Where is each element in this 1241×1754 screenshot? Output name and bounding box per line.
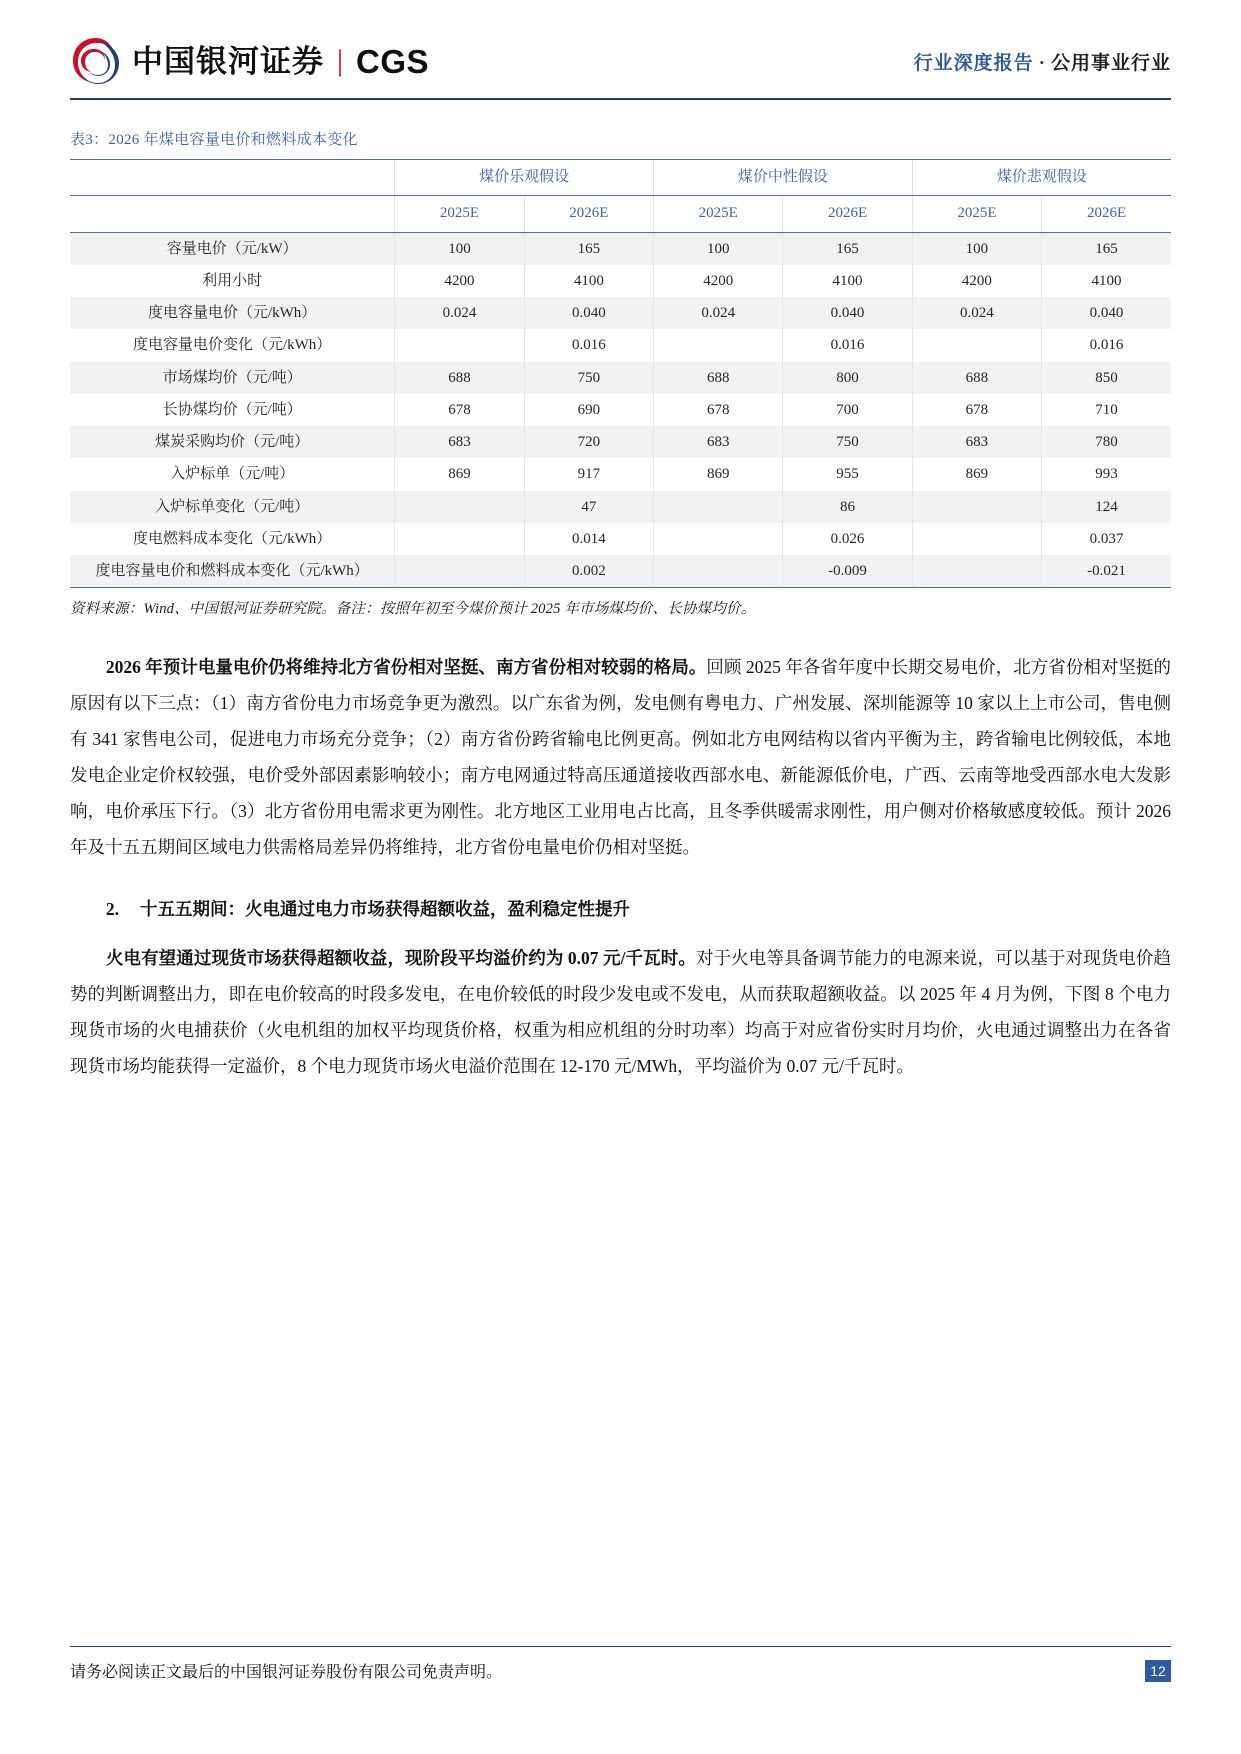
group-header-blank <box>70 160 395 196</box>
cgs-swirl-logo-icon <box>70 35 122 87</box>
cell-r10-c0 <box>395 555 524 588</box>
paragraph-two-lead: 火电有望通过现货市场获得超额收益，现阶段平均溢价约为 0.07 元/千瓦时。 <box>105 948 696 969</box>
cell-r10-c4 <box>912 555 1041 588</box>
cell-r10-c5: -0.021 <box>1042 555 1171 588</box>
cell-r7-c4: 869 <box>912 458 1041 490</box>
cell-r7-c5: 993 <box>1042 458 1171 490</box>
table-row <box>70 265 1171 297</box>
table-row <box>70 232 1171 265</box>
cell-r2-c5: 0.040 <box>1042 297 1171 329</box>
year-header-1: 2026E <box>524 196 653 232</box>
table-row <box>70 297 1171 329</box>
article-body <box>70 650 1171 1085</box>
row-label: 度电容量电价（元/kWh） <box>70 297 395 329</box>
table-row <box>70 362 1171 394</box>
cell-r9-c1: 0.014 <box>524 523 653 555</box>
cell-r9-c4 <box>912 523 1041 555</box>
cell-r8-c5: 124 <box>1042 491 1171 523</box>
footer-disclaimer: 请务必阅读正文最后的中国银河证券股份有限公司免责声明。 <box>70 1664 503 1681</box>
cell-r4-c0: 688 <box>395 362 524 394</box>
row-label: 长协煤均价（元/吨） <box>162 401 302 418</box>
cell-r9-c0 <box>395 523 524 555</box>
cell-r0-c0: 100 <box>395 232 524 265</box>
cell-r9-c3: 0.026 <box>783 523 912 555</box>
cell-r0-c1: 165 <box>524 232 653 265</box>
cell-r3-c1: 0.016 <box>524 329 653 361</box>
year-header-0: 2025E <box>395 196 524 232</box>
cell-r3-c5: 0.016 <box>1042 329 1171 361</box>
cell-r4-c2: 688 <box>654 362 783 394</box>
cell-r5-c0: 678 <box>395 394 524 426</box>
cell-r6-c2: 683 <box>654 426 783 458</box>
footer-row <box>70 1659 1171 1682</box>
cell-r0-c4: 100 <box>912 232 1041 265</box>
page-header <box>70 0 1171 92</box>
cell-r10-c2 <box>654 555 783 588</box>
cell-r6-c0: 683 <box>395 426 524 458</box>
cell-r5-c2: 678 <box>654 394 783 426</box>
cell-r1-c0: 4200 <box>395 265 524 297</box>
header-report-label <box>914 48 1171 75</box>
cell-r3-c0 <box>395 329 524 361</box>
cell-r1-c5: 4100 <box>1042 265 1171 297</box>
cell-r10-c1: 0.002 <box>524 555 653 588</box>
year-header-4: 2025E <box>912 196 1041 232</box>
cell-r7-c1: 917 <box>524 458 653 490</box>
table-row <box>70 394 1171 426</box>
group-header-pessimistic: 煤价悲观假设 <box>912 160 1171 196</box>
industry-label: 公用事业行业 <box>1050 52 1171 74</box>
table-year-header-row <box>70 196 1171 232</box>
cell-r4-c1: 750 <box>524 362 653 394</box>
cell-r9-c5: 0.037 <box>1042 523 1171 555</box>
paragraph-one <box>70 650 1171 865</box>
row-label: 利用小时 <box>202 272 263 289</box>
row-label: 度电容量电价和燃料成本变化（元/kWh） <box>70 555 395 588</box>
table-source-note: 资料来源：Wind、中国银河证券研究院。备注：按照年初至今煤价预计 2025 年市场煤均价、长协煤均价。 <box>70 601 756 618</box>
row-label: 入炉标单变化（元/吨） <box>70 491 395 523</box>
cell-r1-c3: 4100 <box>783 265 912 297</box>
section-heading-number: 2. <box>105 898 119 919</box>
cell-r9-c2 <box>654 523 783 555</box>
cell-r5-c3: 700 <box>783 394 912 426</box>
group-header-optimistic: 煤价乐观假设 <box>395 160 654 196</box>
paragraph-one-text: 回顾 2025 年各省年度中长期交易电价，北方省份相对坚挺的原因有以下三点：（1）南方省份电力市场竞争更为激烈。以广东省为例，发电侧有粤电力、广州发展、深圳能源等 10 家以上上市公司，售电侧有 341 家售电公司，促进电力市场充分竞争；（2）南方省份跨省输电比例更高。例如北方电网结构以省内平衡为主，跨省输电比例较低，本地发电企业定价权较强，电价受外部因素影响较小；南方电网通过特高压通道接收西部水电、新能源低价电，广西、云南等地受西部水电大发影响，电价承压下行。（3）北方省份用电需求更为刚性。北方地区工业用电占比高，且冬季供暖需求刚性，用户侧对价格敏感度较低。预计 2026 年及十五五期间区域电力供需格局差异仍将维持，北方省份电量电价仍相对坚挺。 <box>70 657 1172 857</box>
cell-r6-c5: 780 <box>1042 426 1171 458</box>
cell-r5-c4: 678 <box>912 394 1041 426</box>
table-group-header-row <box>70 160 1171 196</box>
cell-r0-c2: 100 <box>654 232 783 265</box>
table-row <box>70 426 1171 458</box>
table-head <box>70 160 1171 233</box>
row-label: 煤炭采购均价（元/吨） <box>70 426 395 458</box>
row-label: 度电容量电价变化（元/kWh） <box>132 337 332 354</box>
cell-r6-c1: 720 <box>524 426 653 458</box>
cell-r1-c2: 4200 <box>654 265 783 297</box>
cell-r4-c3: 800 <box>783 362 912 394</box>
brand-logo <box>70 35 429 87</box>
cell-r2-c3: 0.040 <box>783 297 912 329</box>
cell-r5-c5: 710 <box>1042 394 1171 426</box>
cell-r0-c5: 165 <box>1042 232 1171 265</box>
cell-r8-c0 <box>395 491 524 523</box>
cell-r5-c1: 690 <box>524 394 653 426</box>
cell-r3-c2 <box>654 329 783 361</box>
brand-name-cn: 中国银河证券 <box>132 43 324 79</box>
year-header-3: 2026E <box>783 196 912 232</box>
page-number-badge: 12 <box>1145 1660 1171 1682</box>
table-row <box>70 491 1171 523</box>
section-heading-2 <box>70 892 1171 928</box>
row-label: 容量电价（元/kW） <box>70 232 395 265</box>
paragraph-two <box>70 941 1171 1085</box>
table-row <box>70 523 1171 555</box>
paragraph-one-lead: 2026 年预计电量电价仍将维持北方省份相对坚挺、南方省份相对较弱的格局。 <box>105 657 707 678</box>
table-body <box>70 232 1171 588</box>
table-row <box>70 329 1171 361</box>
cell-r7-c3: 955 <box>783 458 912 490</box>
coal-power-capacity-price-table <box>70 159 1171 588</box>
cell-r7-c0: 869 <box>395 458 524 490</box>
cell-r2-c2: 0.024 <box>654 297 783 329</box>
section-heading-text: 十五五期间：火电通过电力市场获得超额收益，盈利稳定性提升 <box>140 898 630 919</box>
header-divider <box>70 98 1171 100</box>
cell-r4-c4: 688 <box>912 362 1041 394</box>
cell-r8-c1: 47 <box>524 491 653 523</box>
header-dot: · <box>1038 52 1046 74</box>
cell-r3-c4 <box>912 329 1041 361</box>
year-header-2: 2025E <box>654 196 783 232</box>
year-header-blank <box>70 196 395 232</box>
row-label: 度电燃料成本变化（元/kWh） <box>132 530 332 547</box>
table-caption: 表3：2026 年煤电容量电价和燃料成本变化 <box>70 132 358 148</box>
brand-name-en: CGS <box>356 42 430 80</box>
row-label: 市场煤均价（元/吨） <box>70 362 395 394</box>
cell-r2-c4: 0.024 <box>912 297 1041 329</box>
group-header-neutral: 煤价中性假设 <box>654 160 913 196</box>
cell-r4-c5: 850 <box>1042 362 1171 394</box>
table-row <box>70 458 1171 490</box>
cell-r3-c3: 0.016 <box>783 329 912 361</box>
cell-r2-c1: 0.040 <box>524 297 653 329</box>
row-label: 入炉标单（元/吨） <box>170 466 295 483</box>
brand-separator: | <box>337 44 344 77</box>
table-row <box>70 555 1171 588</box>
paragraph-two-text: 对于火电等具备调节能力的电源来说，可以基于对现货电价趋势的判断调整出力，即在电价较高的时段多发电，在电价较低的时段少发电或不发电，从而获取超额收益。以 2025 年 4 月为例，下图 8 个电力现货市场的火电捕获价（火电机组的加权平均现货价格，权重为相应机组的分时功率）均高于对应省份实时月均价，火电通过调整出力在各省现货市场均能获得一定溢价，8 个电力现货市场火电溢价范围在 12-170 元/MWh，平均溢价为 0.07 元/千瓦时。 <box>70 948 1171 1076</box>
cell-r8-c3: 86 <box>783 491 912 523</box>
footer-divider <box>70 1646 1171 1647</box>
cell-r6-c4: 683 <box>912 426 1041 458</box>
cell-r8-c2 <box>654 491 783 523</box>
cell-r8-c4 <box>912 491 1041 523</box>
cell-r0-c3: 165 <box>783 232 912 265</box>
cell-r2-c0: 0.024 <box>395 297 524 329</box>
cell-r1-c1: 4100 <box>524 265 653 297</box>
cell-r1-c4: 4200 <box>912 265 1041 297</box>
cell-r6-c3: 750 <box>783 426 912 458</box>
page-footer <box>70 1646 1171 1682</box>
year-header-5: 2026E <box>1042 196 1171 232</box>
report-type-label: 行业深度报告 <box>913 52 1034 74</box>
cell-r10-c3: -0.009 <box>783 555 912 588</box>
cell-r7-c2: 869 <box>654 458 783 490</box>
